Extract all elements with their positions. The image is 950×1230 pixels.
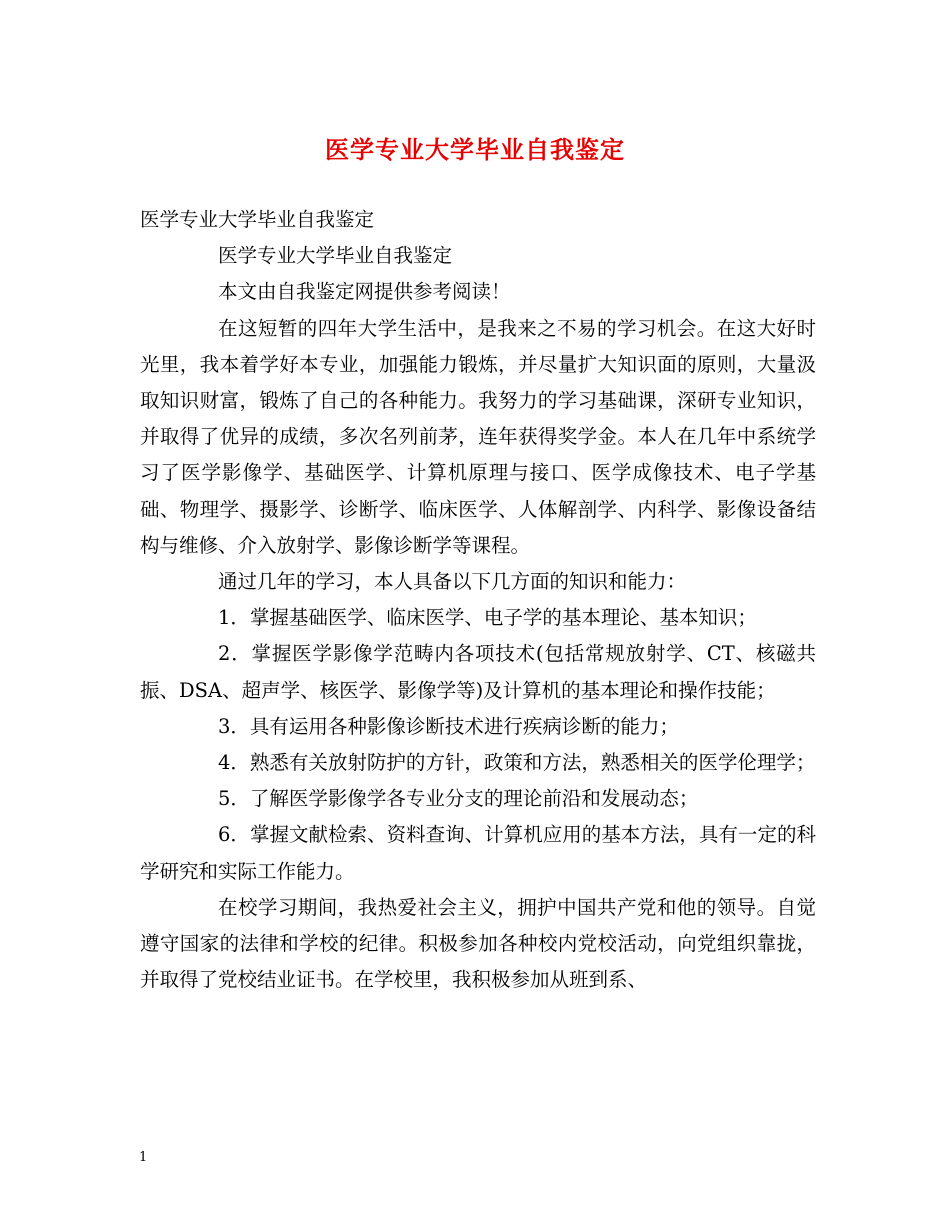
list-item-2: 2．掌握医学影像学范畴内各项技术(包括常规放射学、CT、核磁共振、DSA、超声学、核医学、影像学等)及计算机的基本理论和操作技能；	[140, 642, 816, 702]
paragraph-heading-repeat: 医学专业大学毕业自我鉴定	[140, 208, 375, 231]
paragraph-source-note: 本文由自我鉴定网提供参考阅读！	[218, 280, 511, 304]
page-number: 1	[139, 1150, 148, 1165]
list-item-6: 6．掌握文献检索、资料查询、计算机应用的基本方法，具有一定的科学研究和实际工作能力。	[140, 823, 816, 883]
list-item-1: 1．掌握基础医学、临床医学、电子学的基本理论、基本知识；	[218, 606, 757, 630]
list-item-4: 4．熟悉有关放射防护的方针，政策和方法，熟悉相关的医学伦理学；	[218, 751, 816, 775]
paragraph-intro: 在这短暂的四年大学生活中，是我来之不易的学习机会。在这大好时光里，我本着学好本专业，加强能力锻炼，并尽量扩大知识面的原则，大量汲取知识财富，锻炼了自己的各种能力。我努力的学习基础课，深研专业知识，并取得了优异的成绩，多次名列前茅，连年获得奖学金。本人在几年中系统学习了医学影像学、基础医学、计算机原理与接口、医学成像技术、电子学基础、物理学、摄影学、诊断学、临床医学、人体解剖学、内科学、影像设备结构与维修、介入放射学、影像诊断学等课程。	[140, 316, 816, 557]
list-item-3: 3．具有运用各种影像诊断技术进行疾病诊断的能力；	[218, 714, 679, 738]
list-item-5: 5．了解医学影像学各专业分支的理论前沿和发展动态；	[218, 787, 699, 811]
paragraph-abilities-lead: 通过几年的学习，本人具备以下几方面的知识和能力：	[218, 570, 687, 594]
paragraph-political: 在校学习期间，我热爱社会主义，拥护中国共产党和他的领导。自觉遵守国家的法律和学校的纪律。积极参加各种校内党校活动，向党组织靠拢，并取得了党校结业证书。在学校里，我积极参加从班到系、	[140, 895, 816, 992]
document-body	[140, 202, 816, 998]
document-title: 医学专业大学毕业自我鉴定	[325, 135, 625, 164]
paragraph-subtitle: 医学专业大学毕业自我鉴定	[218, 244, 453, 268]
